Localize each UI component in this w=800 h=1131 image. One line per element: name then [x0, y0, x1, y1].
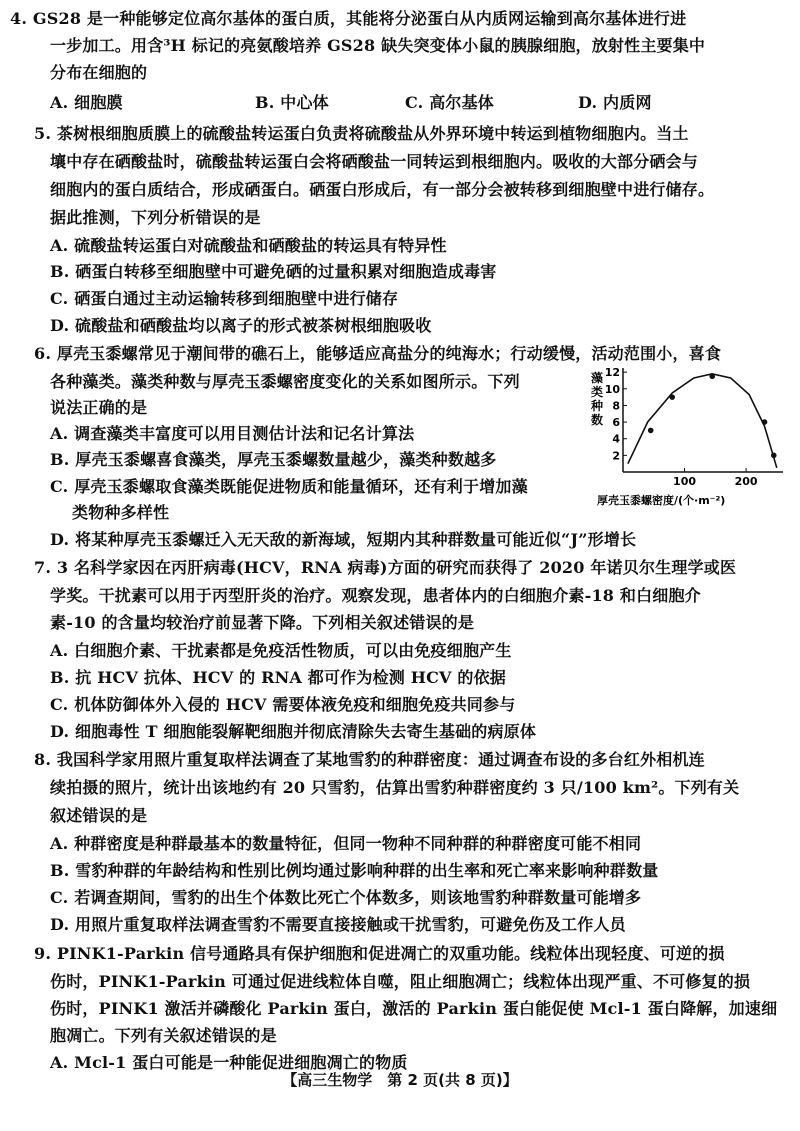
q7-option-a: A. 白细胞介素、干扰素都是免疫活性物质，可以由免疫细胞产生: [50, 641, 512, 660]
q5-option-d: D. 硫酸盐和硒酸盐均以离子的形式被茶树根细胞吸收: [50, 316, 432, 335]
q8-option-a: A. 种群密度是种群最基本的数量特征，但同一物种不同种群的种群密度可能不相同: [50, 834, 642, 853]
x-tick-label: 100: [673, 475, 697, 488]
q5-line-3: 细胞内的蛋白质结合，形成硒蛋白。硒蛋白形成后，有一部分会被转移到细胞壁中进行储存。: [50, 180, 715, 199]
y-tick-label: 10: [604, 382, 620, 396]
trend-curve: [628, 374, 777, 468]
q4-option-b: B. 中心体: [255, 93, 329, 112]
q6-line-2: 各种藻类。藻类种数与厚壳玉黍螺密度变化的关系如图所示。下列: [50, 372, 520, 391]
q4-line-3: 分布在细胞的: [50, 63, 148, 82]
q9-line-2: 伤时，PINK1-Parkin 可通过促进线粒体自噬，阻止细胞凋亡；线粒体出现严重、不可修复的损: [50, 972, 751, 991]
q7-option-b: B. 抗 HCV 抗体、HCV 的 RNA 都可作为检测 HCV 的依据: [50, 668, 506, 687]
q5-line-2: 壤中存在硒酸盐时，硫酸盐转运蛋白会将硒酸盐一同转运到根细胞内。吸收的大部分硒会与: [50, 152, 699, 171]
data-point: [771, 453, 777, 459]
q8-option-c: C. 若调查期间，雪豹的出生个体数比死亡个体数多，则该地雪豹种群数量可能增多: [50, 888, 642, 907]
q7-line-3: 素-10 的含量均较治疗前显著下降。下列相关叙述错误的是: [50, 613, 475, 632]
q5-option-c: C. 硒蛋白通过主动运输转移到细胞壁中进行储存: [50, 289, 399, 308]
q5-option-a: A. 硫酸盐转运蛋白对硫酸盐和硒酸盐的转运具有特异性: [50, 236, 447, 255]
y-tick-label: 4: [612, 432, 620, 446]
q6-option-c-cont: 类物种多样性: [72, 503, 170, 522]
q6-line-1: 6. 厚壳玉黍螺常见于潮间带的礁石上，能够适应高盐分的纯海水；行动缓慢，活动范围小，喜食: [34, 344, 722, 363]
y-tick-label: 6: [612, 416, 620, 430]
algae-species-chart: [575, 362, 790, 512]
q6-option-c: C. 厚壳玉黍螺取食藻类既能促进物质和能量循环，还有利于增加藻: [50, 477, 528, 496]
q8-option-d: D. 用照片重复取样法调查雪豹不需要直接接触或干扰雪豹，可避免伤及工作人员: [50, 915, 626, 934]
data-point: [648, 428, 654, 434]
q7-option-c: C. 机体防御体外入侵的 HCV 需要体液免疫和细胞免疫共同参与: [50, 695, 516, 714]
y-axis-label: 藻类种数: [591, 371, 604, 427]
x-tick-label: 200: [734, 475, 758, 488]
x-axis-label: 厚壳玉黍螺密度/(个·m⁻²): [597, 494, 726, 507]
y-tick-label: 8: [612, 399, 620, 413]
q5-line-4: 据此推测，下列分析错误的是: [50, 208, 261, 227]
q8-line-1: 8. 我国科学家用照片重复取样法调查了某地雪豹的种群密度：通过调查布设的多台红外相机连: [34, 750, 705, 769]
q4-line-2: 一步加工。用含³H 标记的亮氨酸培养 GS28 缺失突变体小鼠的胰腺细胞，放射性主要集中: [50, 36, 706, 55]
q5-line-1: 5. 茶树根细胞质膜上的硫酸盐转运蛋白负责将硫酸盐从外界环境中转运到植物细胞内。当土: [34, 124, 689, 143]
q9-option-a: A. Mcl-1 蛋白可能是一种能促进细胞凋亡的物质: [50, 1053, 408, 1072]
q7-option-d: D. 细胞毒性 T 细胞能裂解靶细胞并彻底清除失去寄生基础的病原体: [50, 722, 537, 741]
page-footer: 【高三生物学 第 2 页(共 8 页)】: [282, 1071, 518, 1089]
q8-line-2: 续拍摄的照片，统计出该地约有 20 只雪豹，估算出雪豹种群密度约 3 只/100 km²。下列有关: [50, 778, 740, 797]
q9-line-1: 9. PINK1-Parkin 信号通路具有保护细胞和促进凋亡的双重功能。线粒体出现轻度、可逆的损: [34, 944, 725, 963]
data-point: [709, 374, 715, 380]
q8-option-b: B. 雪豹种群的年龄结构和性别比例均通过影响种群的出生率和死亡率来影响种群数量: [50, 861, 659, 880]
y-tick-label: 2: [612, 449, 620, 463]
q6-line-3: 说法正确的是: [50, 398, 148, 417]
q4-line-1: 4. GS28 是一种能够定位高尔基体的蛋白质，其能将分泌蛋白从内质网运输到高尔基体进行进: [10, 9, 687, 28]
q8-line-3: 叙述错误的是: [50, 806, 148, 825]
data-point: [669, 394, 675, 400]
q6-option-d: D. 将某种厚壳玉黍螺迁入无天敌的新海域，短期内其种群数量可能近似“J”形增长: [50, 530, 637, 549]
q7-line-2: 学奖。干扰素可以用于丙型肝炎的治疗。观察发现，患者体内的白细胞介素-18 和白细胞介: [50, 586, 701, 605]
q4-option-d: D. 内质网: [578, 93, 652, 112]
q4-option-a: A. 细胞膜: [50, 93, 123, 112]
q7-line-1: 7. 3 名科学家因在丙肝病毒(HCV，RNA 病毒)方面的研究而获得了 2020 年诺贝尔生理学或医: [34, 558, 737, 577]
data-point: [762, 419, 768, 425]
q5-option-b: B. 硒蛋白转移至细胞壁中可避免硒的过量积累对细胞造成毒害: [50, 262, 497, 281]
q9-line-4: 胞凋亡。下列有关叙述错误的是: [50, 1026, 277, 1045]
q4-option-c: C. 高尔基体: [405, 93, 494, 112]
y-tick-label: 12: [604, 366, 620, 380]
q6-option-a: A. 调查藻类丰富度可以用目测估计法和记名计算法: [50, 424, 415, 443]
q9-line-3: 伤时，PINK1 激活并磷酸化 Parkin 蛋白，激活的 Parkin 蛋白能促使 Mcl-1 蛋白降解，加速细: [50, 999, 778, 1018]
q6-option-b: B. 厚壳玉黍螺喜食藻类，厚壳玉黍螺数量越少，藻类种数越多: [50, 450, 497, 469]
